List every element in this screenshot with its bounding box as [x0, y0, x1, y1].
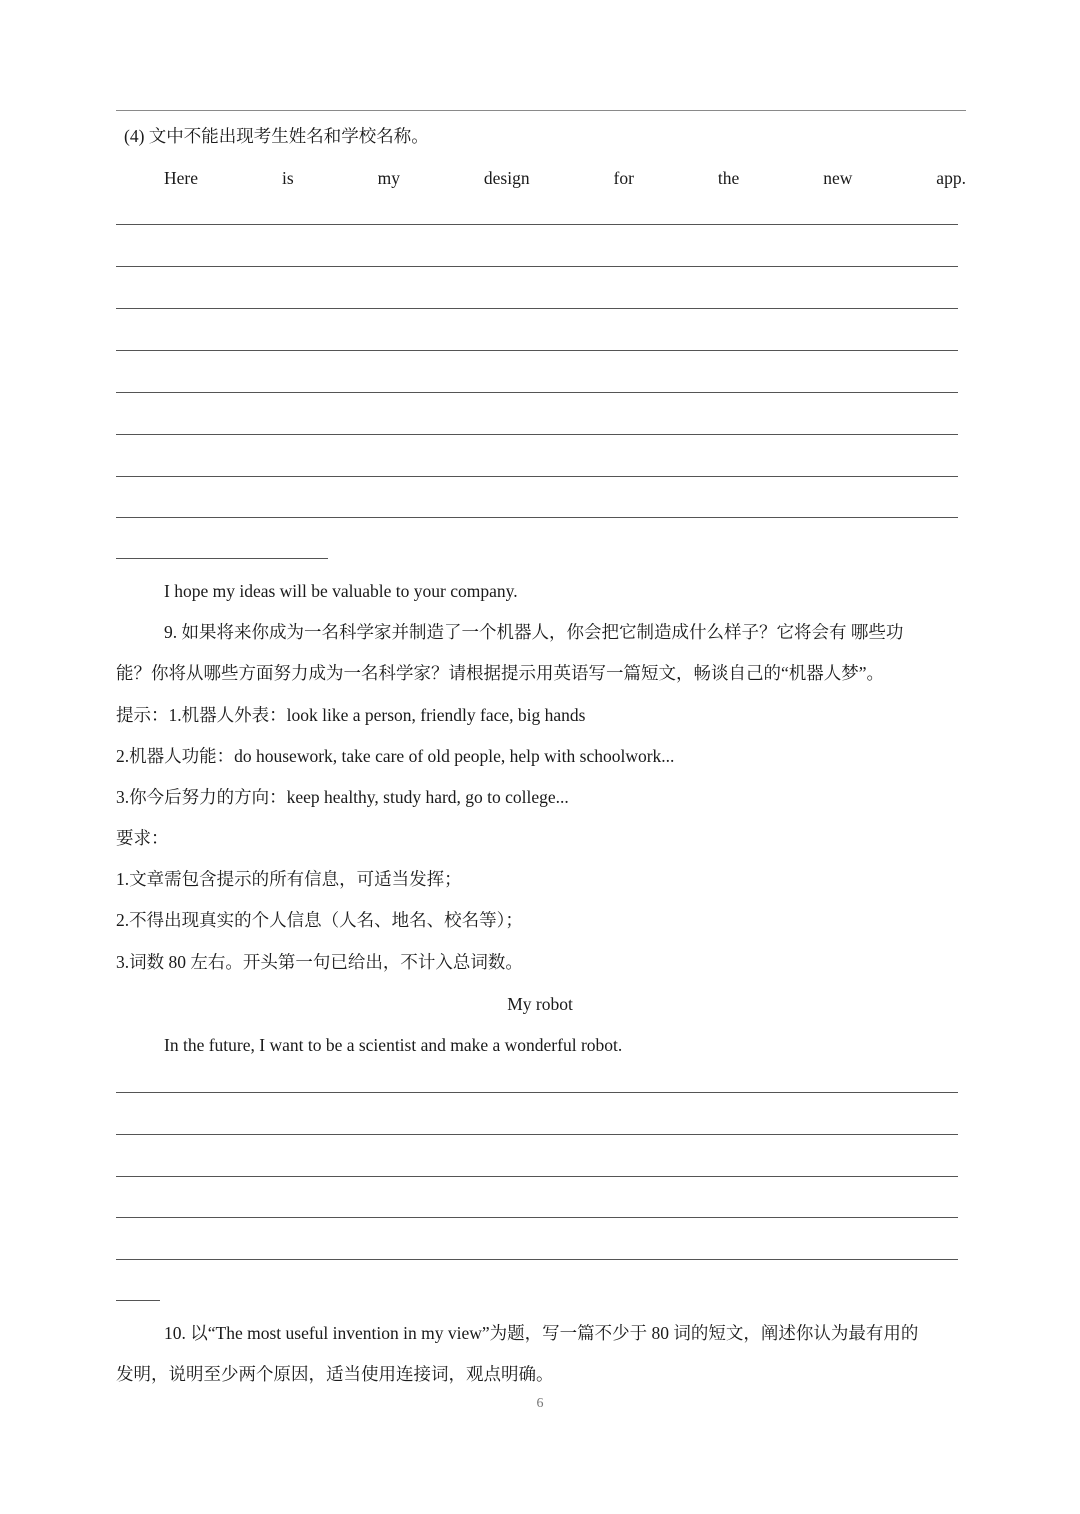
opening-word: is: [281, 168, 294, 188]
opening-word: Here: [164, 168, 199, 188]
writing-line: [116, 1092, 958, 1093]
writing-line: [116, 1217, 958, 1218]
writing-line: [116, 308, 958, 309]
opening-word: my: [377, 168, 400, 188]
q9-requirement-3: 3.词数 80 左右。开头第一句已给出，不计入总词数。: [116, 952, 523, 972]
q9-requirement-1: 1.文章需包含提示的所有信息，可适当发挥；: [116, 869, 462, 889]
q9-prompt-line-1: 9. 如果将来你成为一名科学家并制造了一个机器人，你会把它制造成什么样子？它将会有 哪些功: [164, 622, 904, 642]
q9-requirement-2: 2.不得出现真实的个人信息（人名、地名、校名等）；: [116, 910, 523, 930]
opening-word: new: [823, 168, 853, 188]
opening-word: the: [717, 168, 740, 188]
q9-prompt-line-2: 能？你将从哪些方面努力成为一名科学家？请根据提示用英语写一篇短文，畅谈自己的“机器人梦”。: [116, 663, 885, 683]
writing-line: [116, 1259, 958, 1260]
writing-line: [116, 434, 958, 435]
writing-line: [116, 350, 958, 351]
q10-prompt-line-1: 10. 以“The most useful invention in my view”为题，写一篇不少于 80 词的短文，阐述你认为最有用的: [164, 1323, 919, 1343]
q9-essay-title: My robot: [507, 994, 573, 1014]
writing-line: [116, 1176, 958, 1177]
opening-word: app.: [936, 168, 966, 188]
writing-line: [116, 392, 958, 393]
writing-line: [116, 1134, 958, 1135]
q9-requirements-title: 要求：: [116, 828, 169, 848]
q9-hint-1: 提示：1.机器人外表：look like a person, friendly face, big hands: [116, 705, 586, 725]
opening-word: for: [613, 168, 634, 188]
writing-line-short: [116, 558, 328, 559]
requirement-item-4: (4) 文中不能出现考生姓名和学校名称。: [124, 126, 429, 146]
q9-opening-sentence: In the future, I want to be a scientist and make a wonderful robot.: [164, 1035, 623, 1055]
page-number: 6: [536, 1396, 544, 1411]
q9-hint-2: 2.机器人功能：do housework, take care of old people, help with schoolwork...: [116, 746, 675, 766]
app-closing-sentence: I hope my ideas will be valuable to your company.: [164, 581, 518, 601]
writing-line: [116, 266, 958, 267]
q9-hint-3: 3.你今后努力的方向：keep healthy, study hard, go to college...: [116, 787, 569, 807]
writing-line-short: [116, 1300, 160, 1301]
writing-line: [116, 224, 958, 225]
top-rule: [116, 110, 966, 111]
q10-prompt-line-2: 发明，说明至少两个原因，适当使用连接词，观点明确。: [116, 1364, 554, 1384]
opening-word: design: [483, 168, 530, 188]
writing-line: [116, 517, 958, 518]
app-design-opening-sentence: [164, 166, 966, 190]
writing-line: [116, 476, 958, 477]
